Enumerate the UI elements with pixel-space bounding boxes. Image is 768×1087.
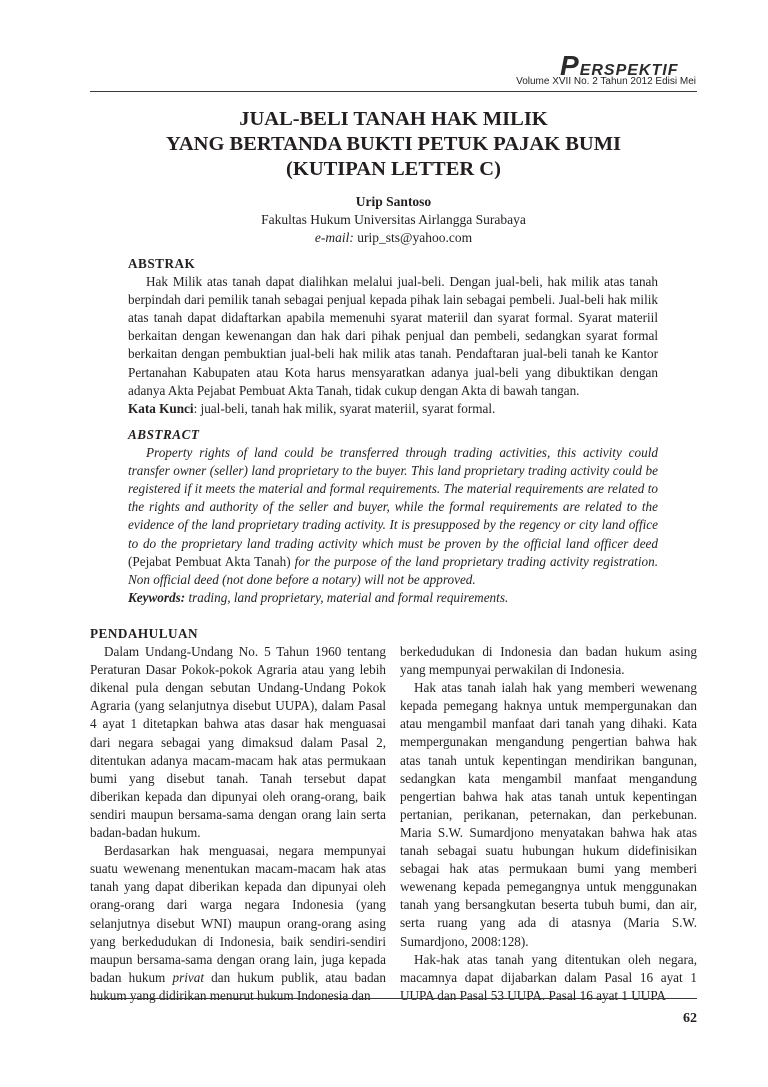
email-label: e-mail:: [314, 230, 354, 245]
journal-name-initial: P: [560, 50, 580, 81]
paragraph-1: Dalam Undang-Undang No. 5 Tahun 1960 tentang Peraturan Dasar Pokok-pokok Agraria atau yang lebih dikenal pula dengan sebutan Undang-Undang Pokok Agraria (yang selanjutnya disebut UUPA), dalam Pasal 4 ayat 1 ditetapkan bahwa atas dasar hak menguasai dari negara sebagai yang dimaksud dalam Pasal 2, ditentukan adanya macam-macam hak atas permukaan bumi yang disebut tanah. Tanah tersebut dapat diberikan kepada dan dipunyai oleh orang-orang, baik sendiri maupun bersama-sama dengan orang lain serta badan-badan hukum.: [90, 644, 386, 841]
title-line-3: (KUTIPAN LETTER C): [286, 158, 501, 180]
author-email-line: [90, 229, 697, 247]
paragraph-2-part1: Berdasarkan hak menguasai, negara mempunyai suatu wewenang menentukan macam-macam hak atas tanah yang dapat diberikan kepada dan dipunyai oleh orang-orang dari warga negara Indonesia (yang selanjutnya disebut WNI) maupun orang-orang asing yang berkedudukan di Indonesia, baik sendiri-sendiri maupun bersama-sama dengan orang lain, juga kepada badan hukum: [90, 843, 386, 985]
paragraph-5: Hak-hak atas tanah yang ditentukan oleh negara, macamnya dapat dijabarkan dalam Pasal 16 ayat 1 UUPA dan Pasal 53 UUPA. Pasal 16 ayat 1 UUPA: [400, 951, 697, 1003]
author-name: Urip Santoso: [355, 194, 432, 209]
paper-title: [90, 107, 697, 182]
abstract-keywords: [128, 589, 658, 607]
abstrak-heading: ABSTRAK: [128, 256, 196, 271]
abstract-body-part2: for the purpose of the land proprietary trading activity registration. Non official deed (not done before a notary) will not be approved.: [128, 553, 658, 587]
section-heading: PENDAHULUAN: [90, 626, 199, 641]
abstract-body-upright: (Pejabat Pembuat Akta Tanah): [128, 553, 295, 569]
left-column: [90, 625, 386, 1005]
author-block: [90, 193, 697, 247]
header-rule: [90, 91, 697, 92]
paragraph-2: [90, 842, 386, 1005]
author-affiliation: Fakultas Hukum Universitas Airlangga Surabaya: [261, 212, 526, 227]
volume-line: Volume XVII No. 2 Tahun 2012 Edisi Mei: [516, 76, 696, 87]
abstract-section: [128, 426, 658, 607]
paragraph-3: berkedudukan di Indonesia dan badan hukum asing yang mempunyai perwakilan di Indonesia.: [400, 644, 697, 678]
author-email[interactable]: urip_sts@yahoo.com: [357, 230, 473, 245]
abstrak-section: [128, 255, 658, 418]
title-line-1: JUAL-BELI TANAH HAK MILIK: [239, 108, 548, 130]
abstrak-keywords-text: : jual-beli, tanah hak milik, syarat materiil, syarat formal.: [193, 400, 496, 416]
abstract-body-part1: Property rights of land could be transferred through trading activities, this activity could transfer owner (seller) land proprietary to the buyer. This land proprietary trading activity could be registered if it meets the material and formal requirements. The material requirements are related to the rights and authority of the seller and buyer, while the formal requirements are related to the evidence of the land proprietary trading activity. It is presupposed by the regency or city land office to do the proprietary land trading activity which must be proven by the official land officer deed: [128, 445, 658, 551]
journal-name-rest: ERSPEKTIF: [579, 62, 679, 79]
right-column: [400, 643, 697, 1005]
abstract-keywords-label: Keywords:: [128, 589, 186, 605]
paragraph-2-italic: privat: [172, 969, 204, 985]
abstract-heading: ABSTRACT: [128, 427, 200, 442]
page-number: 62: [683, 1011, 697, 1026]
abstrak-keywords-label: Kata Kunci: [128, 400, 194, 416]
abstrak-body: Hak Milik atas tanah dapat dialihkan melalui jual-beli. Dengan jual-beli, hak milik atas tanah berpindah dari pemilik tanah sebagai penjual kepada pihak lain sebagai pembeli. Jual-beli hak milik atas tanah dapat didaftarkan apabila memenuhi syarat materiil dan syarat formal. Syarat materiil berkaitan dengan kewenangan dan hak dari pihak penjual dan pembeli, sedangkan syarat formal berkaitan dengan pembuktian jual-beli hak milik atas tanah. Pendaftaran jual-beli tanah ke Kantor Pertanahan Kabupaten atau Kota harus mensyaratkan adanya jual-beli yang dibuktikan dengan adanya Akta Pejabat Pembuat Akta Tanah, tidak cukup dengan Akta di bawah tangan.: [128, 274, 658, 398]
title-line-2: YANG BERTANDA BUKTI PETUK PAJAK BUMI: [165, 133, 622, 155]
paragraph-4: Hak atas tanah ialah hak yang memberi wewenang kepada pemegang haknya untuk mempergunakan dan atau mengambil manfaat dari tanah yang dihaki. Kata mempergunakan mengandung pengertian bahwa hak atas tanah untuk kepentingan mendirikan bangunan, sedangkan kata mengambil manfaat mengandung pengertian bahwa hak atas tanah untuk kepentingan pertanian, perikanan, peternakan, dan perkebunan. Maria S.W. Sumardjono menyatakan bahwa hak atas tanah sebagai suatu hubungan hukum didefinisikan sebagai hak atas permukaan bumi yang memberi wewenang kepada pemegangnya untuk menggunakan tanah yang bersangkutan beserta tubuh bumi, dan air, serta ruang yang ada di atasnya (Maria S.W. Sumardjono, 2008:128).: [400, 680, 697, 949]
footer-rule: [90, 998, 697, 999]
abstract-body: [128, 444, 658, 589]
abstrak-keywords: [128, 400, 658, 418]
paragraph-2-part2: dan hukum publik, atau badan hukum yang didirikan menurut hukum Indonesia dan: [90, 969, 387, 1003]
abstract-keywords-text: trading, land proprietary, material and formal requirements.: [185, 589, 509, 605]
